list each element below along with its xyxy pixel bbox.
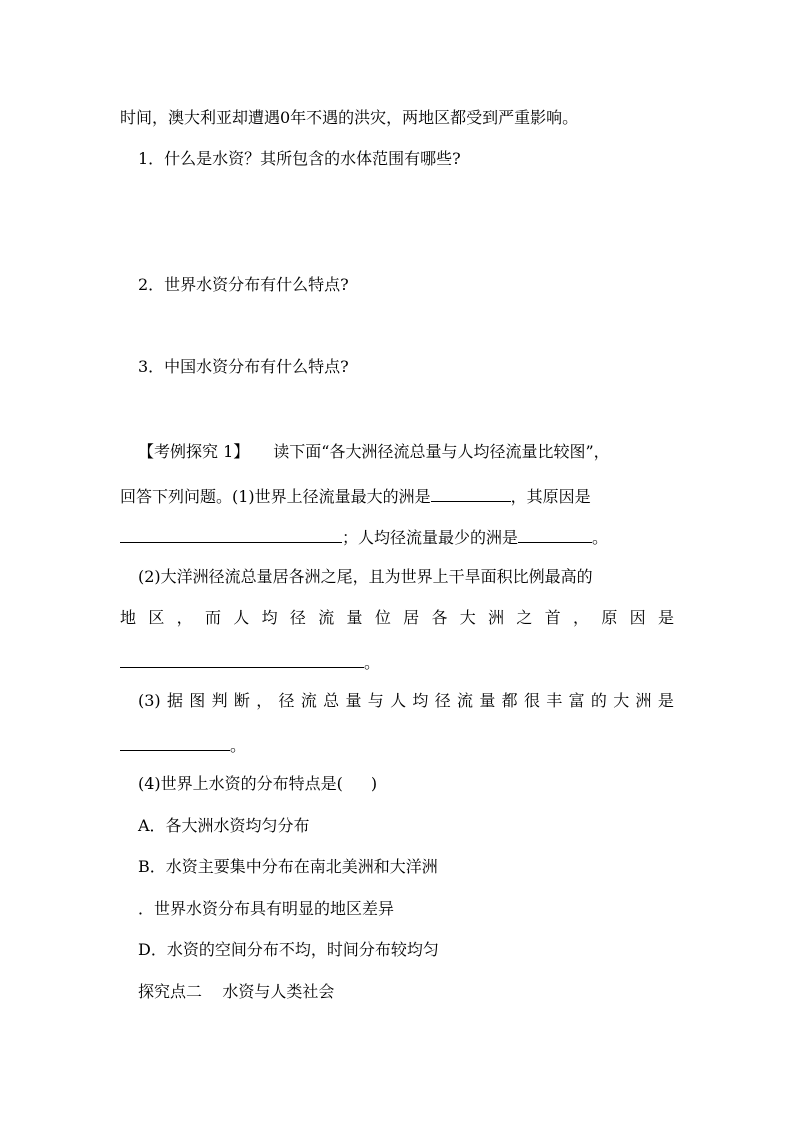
answer-blank-largest-continent[interactable] (431, 483, 511, 502)
question-3: 3．中国水资分布有什么特点? (138, 357, 349, 376)
text-char: 量 (479, 691, 496, 710)
text-char: 位 (374, 608, 391, 627)
text-char: 是 (657, 691, 674, 710)
example-question-3-line-2 (120, 732, 246, 757)
text-char: 首 (544, 608, 561, 627)
text-char: ， (573, 608, 590, 627)
section-heading: 探究点二 水资与人类社会 (138, 982, 335, 1001)
text-char: 均 (412, 691, 429, 710)
text-char: 人 (233, 608, 250, 627)
example-question-1-line (120, 483, 591, 508)
question-2: 2．世界水资分布有什么特点? (138, 275, 349, 294)
text-char: 区 (148, 608, 165, 627)
text-char: 图 (189, 691, 206, 710)
text-char: 因 (629, 608, 646, 627)
text-char: 流 (457, 691, 474, 710)
text-char: 均 (261, 608, 278, 627)
question-1-text: 回答下列问题。(1)世界上径流量最大的洲是 (120, 487, 431, 506)
text-char: 判 (211, 691, 228, 710)
text-char: 的 (590, 691, 607, 710)
text-char: 之 (516, 608, 533, 627)
option-b: B．水资主要集中分布在南北美洲和大洋洲 (138, 857, 438, 876)
text-char: ， (176, 608, 193, 627)
text-char: ， (256, 691, 273, 710)
text-char: 是 (657, 608, 674, 627)
question-4-close-paren: ) (370, 774, 378, 793)
text-char: 都 (501, 691, 518, 710)
example-heading-line (138, 441, 610, 463)
answer-blank-reason[interactable] (120, 524, 342, 543)
example-question-3-line-1 (138, 690, 674, 712)
answer-blank-rich-continent[interactable] (120, 732, 230, 751)
question-1-reason-label: ，其原因是 (510, 487, 591, 506)
text-char: (3) (138, 691, 161, 710)
example-question-1-line-2 (120, 524, 608, 549)
text-char: 径 (289, 608, 306, 627)
answer-blank-min-continent[interactable] (518, 524, 592, 543)
example-question-2-line-2 (120, 607, 674, 629)
text-char: 量 (345, 691, 362, 710)
text-char: 总 (323, 691, 340, 710)
text-char: 人 (390, 691, 407, 710)
question-2-end: 。 (364, 653, 381, 672)
text-char: 洲 (488, 608, 505, 627)
text-char: 而 (204, 608, 221, 627)
example-question-4 (138, 773, 377, 795)
text-char: 径 (434, 691, 451, 710)
text-char: 量 (346, 608, 363, 627)
question-4-text: (4)世界上水资的分布特点是( (138, 774, 343, 793)
text-char: 原 (601, 608, 618, 627)
text-char: 流 (300, 691, 317, 710)
text-char: 大 (613, 691, 630, 710)
example-heading: 【考例探究 1】 (138, 442, 250, 461)
intro-line: 时间，澳大利亚却遭遇0年不遇的洪灾，两地区都受到严重影响。 (120, 108, 579, 127)
text-char: 大 (459, 608, 476, 627)
text-char: 洲 (635, 691, 652, 710)
text-char: 居 (403, 608, 420, 627)
text-char: 很 (523, 691, 540, 710)
text-char: 径 (278, 691, 295, 710)
text-char: 各 (431, 608, 448, 627)
example-intro: 读下面“各大洲径流总量与人均径流量比较图”， (273, 442, 610, 461)
question-1-end: 。 (592, 528, 609, 547)
example-question-2-line-3 (120, 649, 380, 674)
question-1-min-label: ；人均径流量最少的洲是 (342, 528, 519, 547)
text-char: 丰 (546, 691, 563, 710)
option-c: ．世界水资分布具有明显的地区差异 (138, 899, 395, 918)
text-char: 据 (166, 691, 183, 710)
text-char: 断 (233, 691, 250, 710)
example-question-2-line-1: (2)大洋洲径流总量居各洲之尾，且为世界上干旱面积比例最高的 (138, 567, 593, 586)
answer-blank-oceania-reason[interactable] (120, 649, 364, 668)
question-1: 1．什么是水资？其所包含的水体范围有哪些? (138, 149, 461, 168)
text-char: 富 (568, 691, 585, 710)
text-char: 流 (318, 608, 335, 627)
text-char: 地 (120, 608, 137, 627)
text-char: 与 (367, 691, 384, 710)
option-a: A．各大洲水资均匀分布 (138, 816, 310, 835)
question-3-end: 。 (230, 736, 247, 755)
option-d: D．水资的空间分布不均，时间分布较均匀 (138, 940, 439, 959)
